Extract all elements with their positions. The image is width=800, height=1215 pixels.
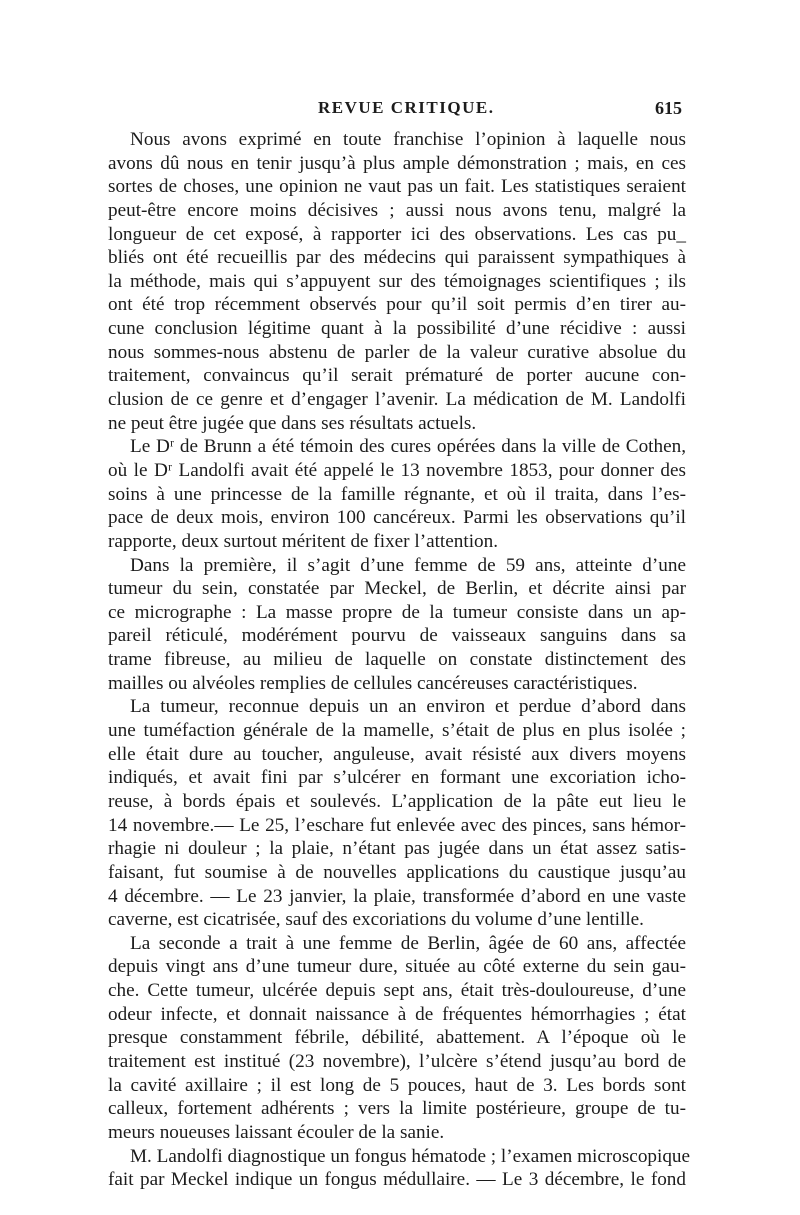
- text-line: pace de deux mois, environ 100 cancéreux. Parmi les observations qu’il: [108, 507, 686, 529]
- text-line: rapporte, deux surtout méritent de fixer l’attention.: [108, 530, 499, 552]
- text-line: depuis vingt ans d’une tumeur dure, située au côté externe du sein gau-: [108, 956, 686, 978]
- text-line: une tuméfaction générale de la mamelle, s’était de plus en plus isolée ;: [108, 720, 686, 742]
- text-line: elle était dure au toucher, anguleuse, avait résisté aux divers moyens: [108, 743, 686, 765]
- text-line: presque constamment fébrile, débilité, abattement. A l’époque où le: [108, 1027, 686, 1049]
- text-line: ce micrographe : La masse propre de la tumeur consiste dans un ap-: [108, 601, 686, 623]
- text-line: cune conclusion légitime quant à la possibilité d’une récidive : aussi: [108, 318, 686, 340]
- page-header: [108, 98, 686, 128]
- text-line: La seconde a trait à une femme de Berlin, âgée de 60 ans, affectée: [130, 932, 686, 954]
- text-line: ne peut être jugée que dans ses résultats actuels.: [108, 412, 477, 434]
- text-line: meurs noueuses laissant écouler de la sanie.: [108, 1121, 445, 1143]
- text-line: caverne, est cicatrisée, sauf des excoriations du volume d’une lentille.: [108, 909, 644, 931]
- text-line: sortes de choses, une opinion ne vaut pas un fait. Les statistiques seraient: [108, 176, 686, 198]
- text-line: Le Dʳ de Brunn a été témoin des cures opérées dans la ville de Cothen,: [130, 436, 686, 458]
- text-line: trame fibreuse, au milieu de laquelle on constate distinctement des: [108, 649, 686, 671]
- text-line: reuse, à bords épais et soulevés. L’application de la pâte eut lieu le: [108, 790, 686, 812]
- text-line: bliés ont été recueillis par des médecins qui paraissent sympathiques à: [108, 247, 686, 269]
- text-line: pareil réticulé, modérément pourvu de vaisseaux sanguins dans sa: [108, 625, 686, 647]
- text-line: La tumeur, reconnue depuis un an environ et perdue d’abord dans: [130, 696, 686, 718]
- text-line: che. Cette tumeur, ulcérée depuis sept ans, était très-douloureuse, d’une: [108, 980, 686, 1002]
- text-line: clusion de ce genre et d’engager l’avenir. La médication de M. Landolfi: [108, 389, 686, 411]
- body-text: [108, 128, 691, 1192]
- text-line: indiqués, et avait fini par s’ulcérer en formant une excoriation icho-: [108, 767, 686, 789]
- text-line: odeur infecte, et donnait naissance à de fréquentes hémorrhagies ; état: [108, 1003, 686, 1025]
- text-line: traitement, convaincus qu’il serait prématuré de porter aucune con-: [108, 365, 686, 387]
- text-line: où le Dʳ Landolfi avait été appelé le 13 novembre 1853, pour donner des: [108, 459, 686, 481]
- text-line: faisant, fut soumise à de nouvelles applications du caustique jusqu’au: [108, 861, 686, 883]
- text-line: 14 novembre.— Le 25, l’eschare fut enlevée avec des pinces, sans hémor-: [108, 814, 686, 836]
- text-line: rhagie ni douleur ; la plaie, n’étant pas jugée dans un état assez satis-: [108, 838, 686, 860]
- text-line: longueur de cet exposé, à rapporter ici des observations. Les cas pu_: [108, 223, 686, 245]
- document-page: [108, 98, 691, 1192]
- text-line: avons dû nous en tenir jusqu’à plus ample démonstration ; mais, en ces: [108, 152, 686, 174]
- text-line: Dans la première, il s’agit d’une femme de 59 ans, atteinte d’une: [130, 554, 686, 576]
- text-line: nous sommes-nous abstenu de parler de la valeur curative absolue du: [108, 341, 686, 363]
- text-line: soins à une princesse de la famille régnante, et où il traita, dans l’es-: [108, 483, 686, 505]
- text-line: 4 décembre. — Le 23 janvier, la plaie, transformée d’abord en une vaste: [108, 885, 686, 907]
- text-line: calleux, fortement adhérents ; vers la limite postérieure, groupe de tu-: [108, 1098, 686, 1120]
- text-line: ont été trop récemment observés pour qu’il soit permis d’en tirer au-: [108, 294, 686, 316]
- text-line: fait par Meckel indique un fongus médullaire. — Le 3 décembre, le fond: [108, 1169, 686, 1191]
- text-line: tumeur du sein, constatée par Meckel, de Berlin, et décrite ainsi par: [108, 578, 686, 600]
- text-line: Nous avons exprimé en toute franchise l’opinion à laquelle nous: [130, 129, 686, 150]
- text-line: la cavité axillaire ; il est long de 5 pouces, haut de 3. Les bords sont: [108, 1074, 686, 1096]
- text-line: la méthode, mais qui s’appuyent sur des témoignages scientifiques ; ils: [108, 270, 686, 292]
- text-line: M. Landolfi diagnostique un fongus hématode ; l’examen microscopique: [130, 1145, 691, 1167]
- page-number: 615: [655, 98, 682, 118]
- running-title: REVUE CRITIQUE.: [318, 98, 495, 117]
- text-line: peut-être encore moins décisives ; aussi nous avons tenu, malgré la: [108, 199, 686, 221]
- text-line: traitement est institué (23 novembre), l’ulcère s’étend jusqu’au bord de: [108, 1050, 686, 1072]
- text-line: mailles ou alvéoles remplies de cellules cancéreuses caractéristiques.: [108, 672, 638, 694]
